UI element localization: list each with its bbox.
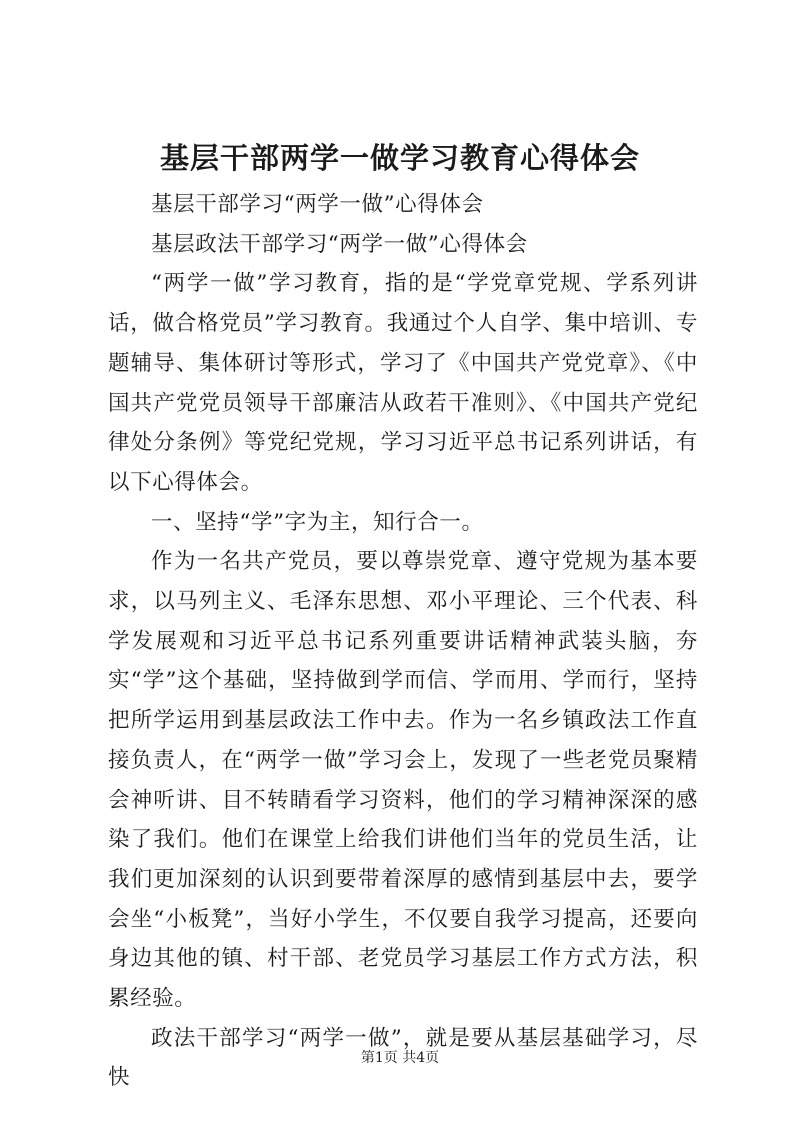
document-body — [108, 185, 698, 1098]
body-paragraph: “两学一做”学习教育，指的是“学党章党规、学系列讲话，做合格党员”学习教育。我通过个人自学、集中培训、专题辅导、集体研讨等形式，学习了《中国共产党党章》、《中国共产党党员领导干部廉洁从政若干准则》、《中国共产党纪律处分条例》等党纪党规，学习习近平总书记系列讲话，有以下心得体会。 — [108, 271, 698, 495]
body-paragraph: 作为一名共产党员，要以尊崇党章、遵守党规为基本要求，以马列主义、毛泽东思想、邓小平理论、三个代表、科学发展观和习近平总书记系列重要讲话精神武装头脑，夯实“学”这个基础，坚持做到学而信、学而用、学而行，坚持把所学运用到基层政法工作中去。作为一名乡镇政法工作直接负责人，在“两学一做”学习会上，发现了一些老党员聚精会神听讲、目不转睛看学习资料，他们的学习精神深深的感染了我们。他们在课堂上给我们讲他们当年的党员生活，让我们更加深刻的认识到要带着深厚的感情到基层中去，要学会坐“小板凳”，当好小学生，不仅要自我学习提高，还要向身边其他的镇、村干部、老党员学习基层工作方式方法，积累经验。 — [108, 549, 698, 1012]
page-footer — [0, 1048, 800, 1068]
section-heading: 一、坚持“学”字为主，知行合一。 — [151, 509, 484, 535]
subtitle-paragraph: 基层政法干部学习“两学一做”心得体会 — [151, 231, 528, 257]
document-title: 基层干部两学一做学习教育心得体会 — [159, 141, 640, 175]
page-number-label: 第1页 共4页 — [360, 1050, 440, 1066]
subtitle-paragraph: 基层干部学习“两学一做”心得体会 — [151, 192, 484, 217]
body-paragraph: 政法干部学习“两学一做”，就是要从基层基础学习，尽快 — [108, 1025, 698, 1091]
